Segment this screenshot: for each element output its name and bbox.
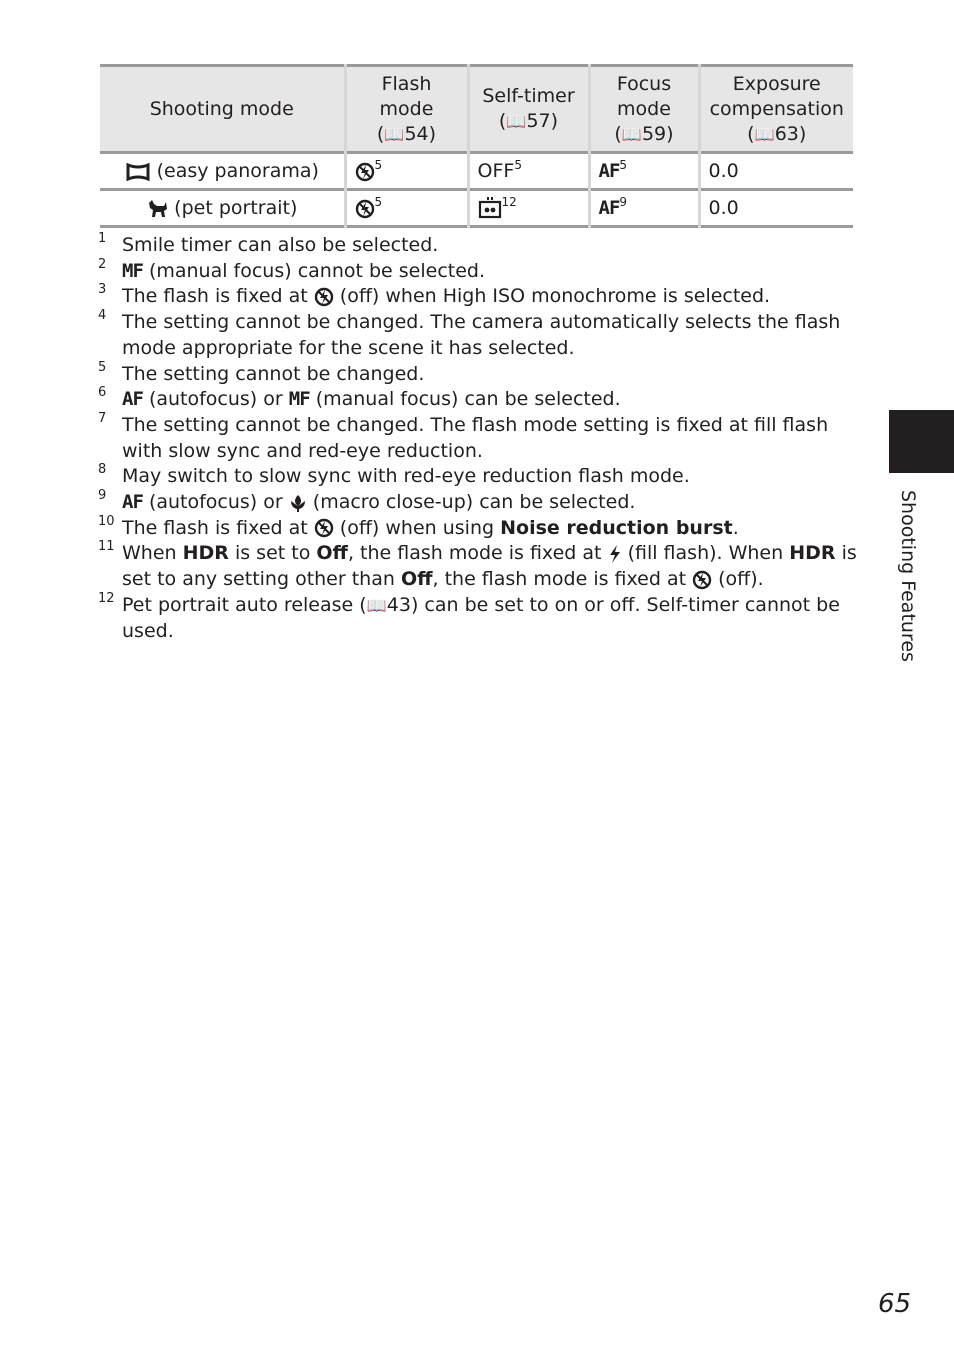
table-row xyxy=(100,153,853,190)
header-flash-mode: Flash mode (📖 54) xyxy=(345,66,468,153)
footnote-2: 2 MF (manual focus) cannot be selected. xyxy=(98,256,486,282)
pet-portrait-icon xyxy=(146,199,168,219)
flash-off-icon xyxy=(692,570,712,590)
header-self-timer: Self-timer (📖 57) xyxy=(468,66,589,153)
cell-focus-mode: $AF^9$ xyxy=(589,190,699,227)
table-row xyxy=(100,190,853,227)
cell-self-timer: OFF$^5$ xyxy=(468,153,589,190)
flash-off-icon xyxy=(314,518,334,538)
header-shooting-mode: Shooting mode xyxy=(100,66,345,153)
autofocus-icon: AF xyxy=(598,160,620,182)
table-header-row xyxy=(100,66,853,153)
page-ref-icon xyxy=(367,594,387,616)
page-number: 65 xyxy=(878,1289,912,1319)
cell-shooting-mode: (easy panorama) xyxy=(100,153,345,190)
page-ref-icon xyxy=(755,123,775,145)
manual-focus-icon: MF xyxy=(288,388,310,411)
cell-flash-mode: 5 xyxy=(345,153,468,190)
footnote-5: 5 The setting cannot be changed. xyxy=(98,359,425,385)
footnote-1: 1 Smile timer can also be selected. xyxy=(98,231,439,256)
manual-focus-icon: MF xyxy=(122,259,143,282)
pet-auto-release-icon xyxy=(478,197,502,219)
easy-panorama-icon xyxy=(125,162,151,182)
flash-off-icon xyxy=(355,199,375,219)
page-ref-icon xyxy=(506,110,526,132)
section-label: Shooting Features xyxy=(897,490,919,662)
footnote-6: 6 AF (autofocus) or MF (manual focus) can be selected. xyxy=(98,385,621,411)
autofocus-icon: AF xyxy=(598,197,620,219)
autofocus-icon: AF xyxy=(122,491,143,514)
cell-shooting-mode: (pet portrait) xyxy=(100,190,345,227)
header-exposure-compensation: Exposure compensation (📖 63) xyxy=(699,66,853,153)
fill-flash-icon xyxy=(608,544,622,564)
footnote-4: 4 The setting cannot be changed. The camera automatically selects the flash mode appropriate for the scene it has selected. xyxy=(98,308,841,359)
footnote-9: 9 AF (autofocus) or (macro close-up) can be selected. xyxy=(98,488,636,514)
cell-focus-mode: $AF^5$ xyxy=(589,153,699,190)
footnote-11: 11 When HDR is set to Off, the flash mode is fixed at (fill flash). When HDR is set to any setting other than Off, the flash mode is fixed at (off). xyxy=(98,539,857,591)
autofocus-icon: AF xyxy=(122,388,143,411)
page-ref-icon xyxy=(622,123,642,145)
flash-off-icon xyxy=(355,162,375,182)
footnote-3: 3 The flash is fixed at (off) when High ISO monochrome is selected. xyxy=(98,282,771,308)
cell-flash-mode: 5 xyxy=(345,190,468,227)
footnote-10: 10 The flash is fixed at (off) when using Noise reduction burst. xyxy=(98,513,739,539)
footnote-8: 8 May switch to slow sync with red-eye reduction flash mode. xyxy=(98,462,690,488)
footnote-12: 12 Pet portrait auto release (📖 43) can be set to on or off. Self-timer cannot be used. xyxy=(100,593,860,644)
header-focus-mode: Focus mode (📖 59) xyxy=(589,66,699,153)
footnotes xyxy=(100,233,860,644)
page-ref-icon xyxy=(384,123,404,145)
cell-self-timer: 12 xyxy=(468,190,589,227)
settings-table xyxy=(100,64,853,228)
cell-exposure: 0.0 xyxy=(708,197,739,219)
flash-off-icon xyxy=(314,287,334,307)
section-tab xyxy=(889,410,954,473)
macro-closeup-icon xyxy=(289,493,307,513)
footnote-7: 7 The setting cannot be changed. The flash mode setting is fixed at fill flash with slow sync and red-eye reduction. xyxy=(98,410,829,462)
cell-exposure: 0.0 xyxy=(708,160,739,182)
